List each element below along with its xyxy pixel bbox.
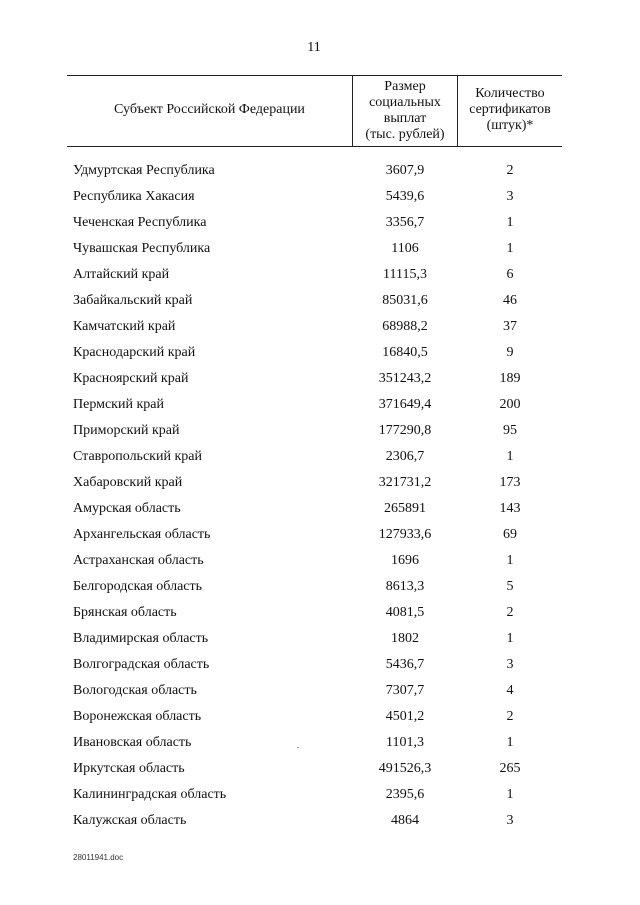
payment-amount: 371649,4	[378, 397, 432, 412]
payment-amount: 8613,3	[385, 579, 425, 594]
payment-amount: 4864	[391, 813, 419, 828]
table-row	[0, 732, 640, 758]
table-row	[0, 472, 640, 498]
payment-amount: 491526,3	[378, 761, 432, 776]
subject-name: Камчатский край	[73, 319, 176, 334]
subject-name: Ивановская область	[73, 735, 192, 750]
scan-speck	[297, 747, 299, 748]
subject-name: Белгородская область	[73, 579, 203, 594]
payment-amount: 177290,8	[378, 423, 432, 438]
table-body	[0, 160, 640, 836]
table-header-rule	[67, 146, 562, 147]
certificate-count: 1	[506, 449, 514, 464]
certificate-count: 265	[499, 761, 521, 776]
certificate-count: 1	[506, 215, 514, 230]
payment-amount: 16840,5	[382, 345, 428, 360]
table-row	[0, 784, 640, 810]
subject-name: Волгоградская область	[73, 657, 210, 672]
certificate-count: 69	[503, 527, 517, 542]
certificate-count: 46	[503, 293, 517, 308]
subject-name: Красноярский край	[73, 371, 189, 386]
payment-amount: 5439,6	[385, 189, 425, 204]
certificate-count: 5	[506, 579, 514, 594]
certificate-count: 1	[506, 241, 514, 256]
payment-amount: 1101,3	[386, 735, 424, 750]
payment-amount: 1802	[391, 631, 419, 646]
certificate-count: 1	[506, 631, 514, 646]
payment-amount: 2306,7	[385, 449, 425, 464]
certificate-count: 37	[503, 319, 517, 334]
table-row	[0, 316, 640, 342]
certificate-count: 6	[506, 267, 514, 282]
subject-name: Чеченская Республика	[73, 215, 207, 230]
subject-name: Калужская область	[73, 813, 187, 828]
payment-amount: 1696	[391, 553, 419, 568]
subject-name: Краснодарский край	[73, 345, 196, 360]
header-payments-line-4: (тыс. рублей)	[365, 127, 445, 142]
table-row	[0, 602, 640, 628]
payment-amount: 1106	[391, 241, 419, 256]
certificate-count: 2	[506, 709, 514, 724]
subject-name: Иркутская область	[73, 761, 185, 776]
payment-amount: 7307,7	[385, 683, 425, 698]
certificate-count: 9	[506, 345, 514, 360]
certificate-count: 1	[506, 553, 514, 568]
certificate-count: 4	[506, 683, 514, 698]
certificate-count: 2	[506, 605, 514, 620]
subject-name: Калининградская область	[73, 787, 227, 802]
table-row	[0, 550, 640, 576]
table-row	[0, 810, 640, 836]
payment-amount: 3607,9	[385, 163, 425, 178]
certificate-count: 1	[506, 787, 514, 802]
table-row	[0, 238, 640, 264]
header-payments-line-2: социальных	[369, 95, 441, 110]
subject-name: Архангельская область	[73, 527, 211, 542]
certificate-count: 173	[499, 475, 521, 490]
table-row	[0, 160, 640, 186]
certificate-count: 95	[503, 423, 517, 438]
payment-amount: 11115,3	[383, 267, 427, 282]
table-row	[0, 446, 640, 472]
header-payments-line-3: выплат	[383, 111, 427, 126]
subject-name: Приморский край	[73, 423, 180, 438]
certificate-count: 200	[499, 397, 521, 412]
table-row	[0, 290, 640, 316]
table-row	[0, 420, 640, 446]
certificate-count: 3	[506, 657, 514, 672]
subject-name: Владимирская область	[73, 631, 209, 646]
page-number: 11	[307, 40, 321, 55]
subject-name: Хабаровский край	[73, 475, 183, 490]
subject-name: Брянская область	[73, 605, 177, 620]
payment-amount: 127933,6	[378, 527, 432, 542]
subject-name: Забайкальский край	[73, 293, 193, 308]
certificate-count: 3	[506, 189, 514, 204]
header-certificates	[458, 86, 562, 134]
certificate-count: 1	[506, 735, 514, 750]
document-id: 28011941.doc	[73, 853, 124, 862]
subject-name: Алтайский край	[73, 267, 170, 282]
table-row	[0, 628, 640, 654]
table-top-rule	[67, 75, 562, 76]
certificate-count: 3	[506, 813, 514, 828]
payment-amount: 4501,2	[385, 709, 425, 724]
header-payments-line-1: Размер	[384, 79, 426, 94]
table-row	[0, 524, 640, 550]
payment-amount: 5436,7	[385, 657, 425, 672]
subject-name: Астраханская область	[73, 553, 204, 568]
subject-name: Вологодская область	[73, 683, 197, 698]
subject-name: Чувашская Республика	[73, 241, 211, 256]
payment-amount: 351243,2	[378, 371, 432, 386]
table-row	[0, 758, 640, 784]
subject-name: Ставропольский край	[73, 449, 202, 464]
table-row	[0, 394, 640, 420]
certificate-count: 189	[499, 371, 521, 386]
payment-amount: 68988,2	[382, 319, 428, 334]
subject-name: Воронежская область	[73, 709, 202, 724]
header-certificates-line-2: сертификатов	[469, 102, 551, 117]
table-row	[0, 654, 640, 680]
payment-amount: 2395,6	[385, 787, 425, 802]
payment-amount: 265891	[384, 501, 426, 516]
payment-amount: 4081,5	[385, 605, 425, 620]
table-row	[0, 498, 640, 524]
payment-amount: 3356,7	[385, 215, 425, 230]
table-row	[0, 186, 640, 212]
header-certificates-line-1: Количество	[475, 86, 545, 101]
table-row	[0, 342, 640, 368]
table-row	[0, 368, 640, 394]
header-payments	[353, 79, 457, 143]
subject-name: Пермский край	[73, 397, 164, 412]
payment-amount: 321731,2	[378, 475, 432, 490]
subject-name: Удмуртская Республика	[73, 163, 215, 178]
certificate-count: 2	[506, 163, 514, 178]
table-row	[0, 576, 640, 602]
payment-amount: 85031,6	[382, 293, 428, 308]
header-certificates-line-3: (штук)*	[486, 118, 534, 133]
header-subject: Субъект Российской Федерации	[114, 102, 305, 117]
subject-name: Республика Хакасия	[73, 189, 195, 204]
certificate-count: 143	[499, 501, 521, 516]
subject-name: Амурская область	[73, 501, 181, 516]
table-row	[0, 680, 640, 706]
table-row	[0, 264, 640, 290]
table-row	[0, 212, 640, 238]
table-row	[0, 706, 640, 732]
